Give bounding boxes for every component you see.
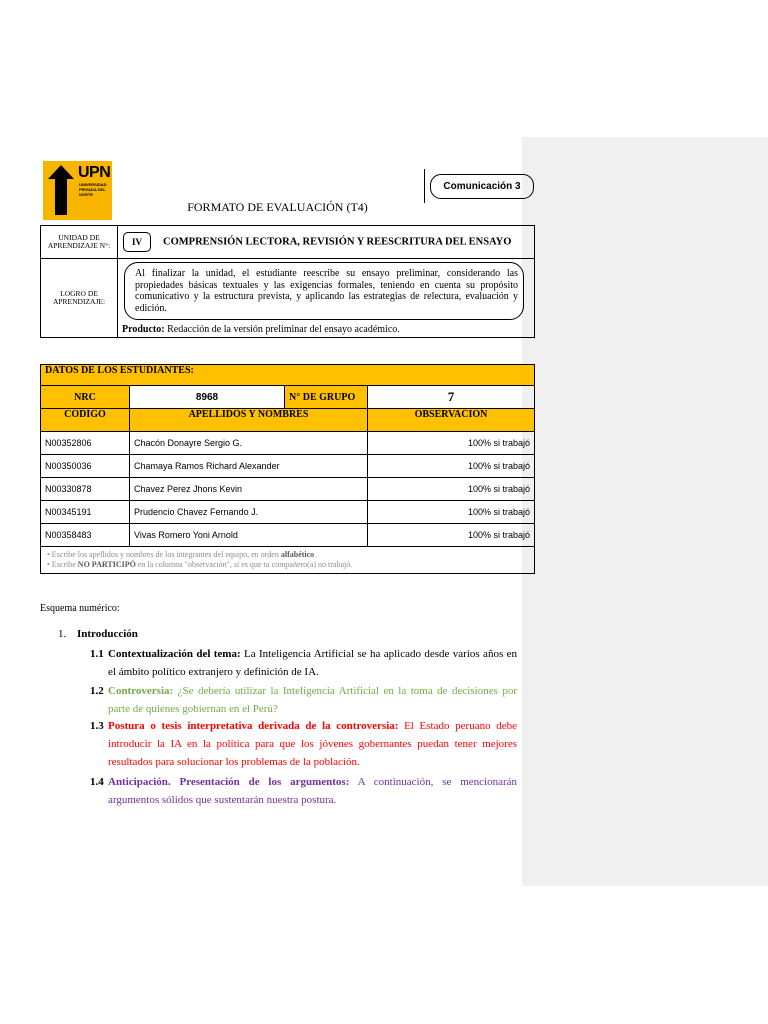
item-text: La Inteligencia Artificial se ha aplicado desde varios años en el ámbito político extranjero y definición de IA. [108, 648, 517, 678]
instructions-note [41, 547, 535, 574]
group-label: N° DE GRUPO [285, 386, 368, 409]
section-title: Introducción [77, 628, 138, 640]
item-label: Controversia: [108, 685, 174, 697]
course-badge: Comunicación 3 [430, 174, 534, 199]
col-obs: OBSERVACION [368, 409, 535, 432]
nrc-value: 8968 [130, 386, 285, 409]
logro-label: LOGRO DE APRENDIZAJE: [41, 259, 118, 338]
outline-item-controversia [90, 682, 517, 718]
col-code: CODIGO [41, 409, 130, 432]
students-table [40, 364, 535, 574]
student-code: N00352806 [41, 432, 130, 455]
table-row [41, 432, 535, 455]
logro-text: Al finalizar la unidad, el estudiante reescribe su ensayo preliminar, considerando las propiedades básicas textuales y las exigencias formales, teniendo en cuenta su propósito comunicativo y la estructura prevista, y aplicando las estrategias de relectura, evaluación y edición. [124, 262, 524, 320]
student-obs: 100% si trabajó [368, 432, 535, 455]
item-number: 1.2 [90, 685, 104, 697]
table-row [41, 501, 535, 524]
item-label: Contextualización del tema: [108, 648, 241, 660]
section-heading [58, 628, 518, 640]
logo-brand: UPN [78, 164, 111, 181]
unit-table [40, 225, 535, 338]
student-code: N00330878 [41, 478, 130, 501]
item-number: 1.3 [90, 720, 104, 732]
logro-cell [118, 259, 535, 338]
student-name: Chavez Perez Jhons Kevin [130, 478, 368, 501]
section-number: 1. [58, 628, 67, 640]
student-obs: 100% si trabajó [368, 478, 535, 501]
unit-label: UNIDAD DE APRENDIZAJE N°: [41, 226, 118, 259]
student-name: Chamaya Ramos Richard Alexander [130, 455, 368, 478]
student-obs: 100% si trabajó [368, 524, 535, 547]
col-name: APELLIDOS Y NOMBRES [130, 409, 368, 432]
esquema-label: Esquema numérico: [40, 603, 120, 614]
student-name: Prudencio Chavez Fernando J. [130, 501, 368, 524]
producto-label: Producto: [122, 324, 165, 335]
item-label: Postura o tesis interpretativa derivada de la controversia: [108, 720, 399, 732]
page-title: FORMATO DE EVALUACIÓN (T4) [187, 200, 368, 214]
student-code: N00345191 [41, 501, 130, 524]
nrc-label: NRC [41, 386, 130, 409]
student-code: N00358483 [41, 524, 130, 547]
student-name: Chacón Donayre Sergio G. [130, 432, 368, 455]
table-row [41, 478, 535, 501]
group-value: 7 [368, 386, 535, 409]
student-obs: 100% si trabajó [368, 455, 535, 478]
student-name: Vivas Romero Yoni Arnold [130, 524, 368, 547]
item-text: A continuación, se mencionarán argumentos sólidos que sustentarán nuestra postura. [108, 776, 517, 806]
item-label: Anticipación. Presentación de los argumentos: [108, 776, 350, 788]
table-row [41, 524, 535, 547]
outline [58, 628, 518, 806]
unit-title: COMPRENSIÓN LECTORA, REVISIÓN Y REESCRITURA DEL ENSAYO [163, 236, 512, 248]
item-number: 1.1 [90, 648, 104, 660]
comment-pane [522, 137, 768, 886]
unit-title-cell [118, 226, 535, 259]
note-alphabetical: • Escribe los apellidos y nombres de los integrantes del equipo, en orden alfabético. [47, 550, 317, 559]
producto-text: Redacción de la versión preliminar del ensayo académico. [167, 324, 400, 335]
outline-item-postura [90, 717, 518, 771]
producto-line [118, 324, 534, 337]
item-text: El Estado peruano debe introducir la IA en la política para que los jóvenes gobernantes puedan tener mejores resultados para solucionar los problemas de la población. [108, 720, 518, 768]
outline-item-contextualizacion [90, 645, 517, 681]
table-row [41, 455, 535, 478]
item-text: ¿Se debería utilizar la Inteligencia Artificial en la toma de decisiones por parte de quienes gobiernan en el Perú? [108, 685, 517, 715]
logo-subtext: UNIVERSIDAD PRIVADA DEL NORTE [79, 182, 107, 197]
item-number: 1.4 [90, 776, 104, 788]
outline-item-anticipacion [90, 773, 517, 809]
students-title: DATOS DE LOS ESTUDIANTES: [41, 365, 535, 386]
note-no-participo: • Escribe NO PARTICIPÓ en la columna "observación", si es que tu compañero(a) no trabajó. [47, 560, 353, 569]
student-code: N00350036 [41, 455, 130, 478]
student-obs: 100% si trabajó [368, 501, 535, 524]
unit-number: IV [123, 232, 151, 252]
margin-marker [424, 169, 425, 203]
